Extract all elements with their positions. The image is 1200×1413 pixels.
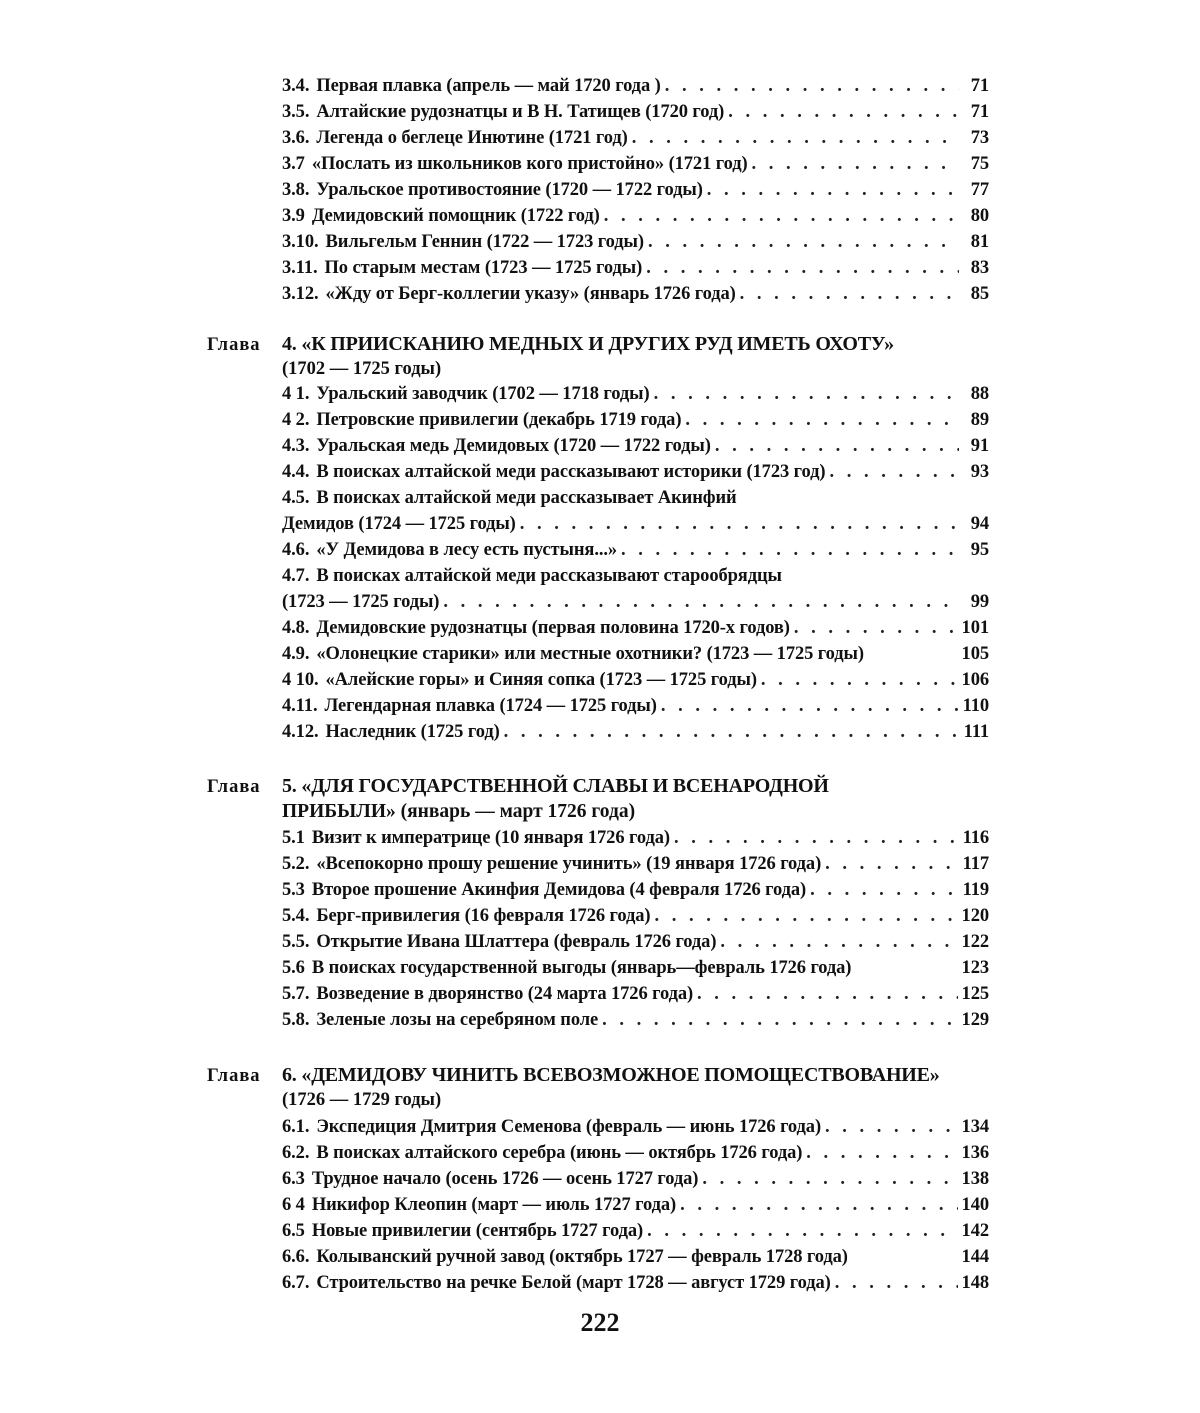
entry-number: 6.7. (282, 1273, 310, 1293)
entry-title: «Послать из школьников кого пристойно» (1721 год) (311, 154, 748, 174)
entry-number: 3.8. (282, 180, 310, 200)
chapter-title: 5. «ДЛЯ ГОСУДАРСТВЕННОЙ СЛАВЫ И ВСЕНАРОДНОЙ (282, 775, 829, 797)
toc-entry (282, 958, 989, 984)
toc-entry (282, 76, 989, 102)
dot-leader (665, 76, 959, 97)
toc-entry-continuation (282, 514, 989, 540)
dot-leader (825, 1117, 958, 1138)
dot-leader (825, 854, 958, 875)
entry-number: 6.1. (282, 1117, 310, 1137)
entry-number: 6 4 (282, 1195, 305, 1215)
toc-entry (282, 1010, 989, 1036)
dot-leader (654, 384, 959, 405)
entry-number: 5.6 (282, 958, 305, 978)
entry-title: Берг-привилегия (16 февраля 1726 года) (316, 906, 651, 926)
chapter-title: 4. «К ПРИИСКАНИЮ МЕДНЫХ И ДРУГИХ РУД ИМЕТЬ ОХОТУ» (282, 333, 894, 355)
entry-page: 77 (970, 180, 989, 200)
entry-page: 93 (970, 462, 989, 482)
entry-page: 85 (970, 284, 989, 304)
entry-title: Уральский заводчик (1702 — 1718 годы) (316, 384, 650, 404)
entry-title: «Жду от Берг-коллегии указу» (январь 1726 года) (325, 284, 736, 304)
entry-number: 4.11. (282, 696, 318, 716)
entry-title: Никифор Клеопин (март — июль 1727 года) (311, 1195, 677, 1215)
chapter-label: Глава (207, 335, 261, 355)
entry-title: Новые привилегии (сентябрь 1727 года) (311, 1221, 644, 1241)
toc-entry (282, 984, 989, 1010)
entry-title: Возведение в дворянство (24 марта 1726 года) (316, 984, 694, 1004)
entry-page: 88 (970, 384, 989, 404)
toc-entry (282, 1195, 989, 1221)
toc-entry (282, 566, 989, 592)
entry-number: 4 1. (282, 384, 310, 404)
entry-title: «У Демидова в лесу есть пустыня...» (316, 540, 618, 560)
entry-page: 120 (961, 906, 989, 926)
entry-title: В поисках алтайского серебра (июнь — октябрь 1726 года) (316, 1143, 803, 1163)
toc-entry (282, 232, 989, 258)
entry-title: «Олонецкие старики» или местные охотники? (1723 — 1725 годы) (316, 644, 864, 664)
entry-number: 4.5. (282, 488, 310, 508)
dot-leader (685, 410, 959, 431)
dot-leader (740, 284, 959, 305)
entry-page: 105 (961, 644, 989, 664)
entry-title: Трудное начало (осень 1726 — осень 1727 года) (311, 1169, 699, 1189)
entry-number: 3.11. (282, 258, 318, 278)
toc-entry (282, 206, 989, 232)
entry-number: 6.6. (282, 1247, 310, 1267)
entry-number: 5.1 (282, 828, 305, 848)
entry-title: В поисках алтайской меди рассказывают историки (1723 год) (316, 462, 826, 482)
entry-title: Экспедиция Дмитрия Семенова (февраль — июнь 1726 года) (316, 1117, 822, 1137)
entry-number: 3.6. (282, 128, 310, 148)
entry-page: 140 (961, 1195, 989, 1215)
entry-number: 4 10. (282, 670, 319, 690)
toc-entry (282, 384, 989, 410)
entry-page: 148 (961, 1273, 989, 1293)
toc-entry (282, 932, 989, 958)
toc-entry (282, 854, 989, 880)
dot-leader (829, 462, 959, 483)
dot-leader (720, 932, 957, 953)
toc-entry (282, 880, 989, 906)
dot-leader (443, 592, 959, 613)
entry-page: 119 (962, 880, 989, 900)
toc-entry (282, 1143, 989, 1169)
entry-page: 101 (961, 618, 989, 638)
dot-leader (835, 1273, 958, 1294)
dot-leader (661, 696, 959, 717)
entry-title: Строительство на речке Белой (март 1728 — август 1729 года) (316, 1273, 831, 1293)
dot-leader (806, 1143, 957, 1164)
dot-leader (707, 180, 959, 201)
entry-page: 71 (970, 102, 989, 122)
entry-page: 106 (961, 670, 989, 690)
dot-leader (752, 154, 959, 175)
entry-number: 4.6. (282, 540, 310, 560)
entry-page: 129 (961, 1010, 989, 1030)
entry-number: 3.12. (282, 284, 319, 304)
chapter-heading (207, 333, 1007, 356)
toc-entry (282, 906, 989, 932)
entry-page: 111 (963, 722, 989, 742)
entry-title: Наследник (1725 год) (325, 722, 500, 742)
toc-entry (282, 436, 989, 462)
entry-page: 71 (970, 76, 989, 96)
entry-number: 3.10. (282, 232, 319, 252)
chapter-heading (207, 1064, 1007, 1087)
toc-entry (282, 284, 989, 310)
entry-number: 4.3. (282, 436, 310, 456)
dot-leader (646, 258, 959, 279)
entry-page: 134 (961, 1117, 989, 1137)
dot-leader (621, 540, 959, 561)
entry-number: 6.2. (282, 1143, 310, 1163)
entry-page: 138 (961, 1169, 989, 1189)
dot-leader (604, 206, 959, 227)
entry-number: 3.5. (282, 102, 310, 122)
entry-number: 3.4. (282, 76, 310, 96)
entry-title: Зеленые лозы на серебряном поле (316, 1010, 599, 1030)
entry-page: 142 (961, 1221, 989, 1241)
entry-number: 5.3 (282, 880, 305, 900)
entry-title: Первая плавка (апрель — май 1720 года ) (316, 76, 661, 96)
dot-leader (602, 1010, 957, 1031)
dot-leader (632, 128, 959, 149)
entry-page: 136 (961, 1143, 989, 1163)
entry-number: 5.5. (282, 932, 310, 952)
entry-title: В поисках государственной выгоды (январь—февраль 1726 года) (311, 958, 852, 978)
dot-leader (702, 1169, 957, 1190)
chapter-years: (1702 — 1725 годы) (282, 359, 442, 379)
entry-title: Демидовские рудознатцы (первая половина 1720-х годов) (316, 618, 790, 638)
chapter-label: Глава (207, 777, 261, 797)
entry-title: Легендарная плавка (1724 — 1725 годы) (324, 696, 657, 716)
entry-page: 110 (962, 696, 989, 716)
entry-page: 80 (970, 206, 989, 226)
entry-page: 91 (970, 436, 989, 456)
entry-page: 83 (970, 258, 989, 278)
entry-title: «Всепокорно прошу решение учинить» (19 января 1726 года) (316, 854, 822, 874)
dot-leader (654, 906, 957, 927)
entry-title: Открытие Ивана Шлаттера (февраль 1726 года) (316, 932, 717, 952)
entry-page: 144 (961, 1247, 989, 1267)
entry-number: 4.9. (282, 644, 310, 664)
entry-title: Демидовский помощник (1722 год) (311, 206, 600, 226)
chapter-title: 6. «ДЕМИДОВУ ЧИНИТЬ ВСЕВОЗМОЖНОЕ ПОМОЩЕСТВОВАНИЕ» (282, 1064, 940, 1086)
entry-number: 3.9 (282, 206, 305, 226)
entry-title: Петровские привилегии (декабрь 1719 года) (316, 410, 682, 430)
entry-number: 5.8. (282, 1010, 310, 1030)
entry-title: В поисках алтайской меди рассказывают старообрядцы (316, 566, 782, 586)
dot-leader (504, 722, 959, 743)
entry-number: 3.7 (282, 154, 305, 174)
dot-leader (520, 514, 959, 535)
toc-entry (282, 1273, 989, 1299)
page-number: 222 (580, 1308, 620, 1337)
entry-page: 94 (970, 514, 989, 534)
toc-entry (282, 102, 989, 128)
entry-title: Колыванский ручной завод (октябрь 1727 — февраль 1728 года) (316, 1247, 848, 1267)
entry-title: Уральская медь Демидовых (1720 — 1722 годы) (316, 436, 711, 456)
dot-leader (674, 828, 959, 849)
dot-leader (680, 1195, 957, 1216)
toc-entry (282, 1117, 989, 1143)
toc-entry (282, 410, 989, 436)
entry-page: 81 (970, 232, 989, 252)
entry-title: Уральское противостояние (1720 — 1722 годы) (316, 180, 703, 200)
entry-title: В поисках алтайской меди рассказывает Акинфий (316, 488, 737, 508)
entry-title: По старым местам (1723 — 1725 годы) (324, 258, 643, 278)
entry-page: 75 (970, 154, 989, 174)
dot-leader (810, 880, 958, 901)
dot-leader (647, 1221, 957, 1242)
entry-number: 4.8. (282, 618, 310, 638)
toc-entry (282, 696, 989, 722)
toc-entry (282, 644, 989, 670)
entry-page: 95 (970, 540, 989, 560)
entry-page: 99 (970, 592, 989, 612)
chapter-years: (1726 — 1729 годы) (282, 1090, 442, 1110)
entry-title: Демидов (1724 — 1725 годы) (282, 514, 516, 534)
entry-page: 122 (961, 932, 989, 952)
chapter-title-line-2: ПРИБЫЛИ» (январь — март 1726 года) (282, 801, 636, 822)
toc-entry (282, 1169, 989, 1195)
entry-number: 4 2. (282, 410, 310, 430)
chapter-heading (207, 775, 1007, 798)
toc-entry (282, 258, 989, 284)
dot-leader (728, 102, 959, 123)
dot-leader (761, 670, 958, 691)
toc-entry (282, 154, 989, 180)
entry-number: 6.5 (282, 1221, 305, 1241)
entry-page: 117 (962, 854, 989, 874)
entry-page: 89 (970, 410, 989, 430)
dot-leader (697, 984, 958, 1005)
entry-title: Вильгельм Геннин (1722 — 1723 годы) (325, 232, 644, 252)
entry-title: (1723 — 1725 годы) (282, 592, 440, 612)
toc-entry (282, 180, 989, 206)
entry-number: 4.7. (282, 566, 310, 586)
dot-leader (648, 232, 959, 253)
toc-entry (282, 540, 989, 566)
entry-number: 4.12. (282, 722, 319, 742)
toc-entry-continuation (282, 592, 989, 618)
toc-entry (282, 128, 989, 154)
entry-number: 5.2. (282, 854, 310, 874)
entry-number: 5.7. (282, 984, 310, 1004)
entry-title: Легенда о беглеце Инютине (1721 год) (316, 128, 628, 148)
dot-leader (715, 436, 959, 457)
toc-entry (282, 462, 989, 488)
entry-number: 6.3 (282, 1169, 305, 1189)
toc-entry (282, 670, 989, 696)
chapter-label: Глава (207, 1066, 261, 1086)
toc-entry (282, 1247, 989, 1273)
entry-page: 123 (961, 958, 989, 978)
entry-number: 4.4. (282, 462, 310, 482)
entry-title: Второе прошение Акинфия Демидова (4 февраля 1726 года) (311, 880, 807, 900)
entry-page: 73 (970, 128, 989, 148)
entry-title: Алтайские рудознатцы и В Н. Татищев (1720 год) (316, 102, 725, 122)
entry-title: Визит к императрице (10 января 1726 года) (311, 828, 670, 848)
toc-entry (282, 488, 989, 514)
dot-leader (794, 618, 958, 639)
entry-page: 116 (962, 828, 989, 848)
toc-entry (282, 828, 989, 854)
entry-number: 5.4. (282, 906, 310, 926)
toc-entry (282, 1221, 989, 1247)
entry-page: 125 (961, 984, 989, 1004)
entry-title: «Алейские горы» и Синяя сопка (1723 — 1725 годы) (325, 670, 757, 690)
toc-entry (282, 618, 989, 644)
toc-entry (282, 722, 989, 748)
